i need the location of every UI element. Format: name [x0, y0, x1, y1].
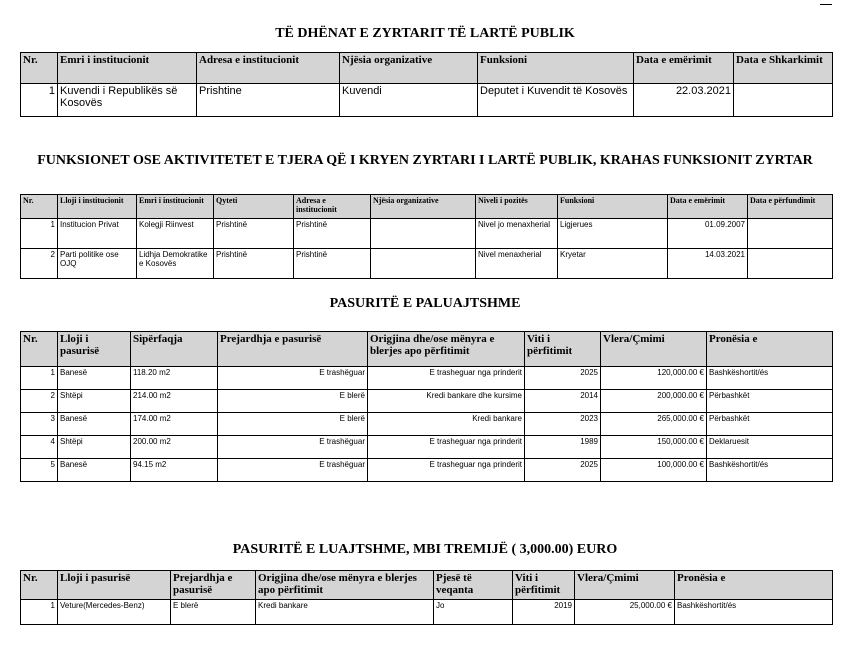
cell-special-parts: Jo [434, 600, 513, 625]
cell-nr: 1 [21, 84, 58, 117]
cell-city: Prishtinë [214, 219, 294, 249]
cell-origin: Kredi bankare dhe kursime [368, 390, 525, 413]
cell-appointment-date: 14.03.2021 [668, 249, 748, 279]
cell-institution-type: Parti politike ose OJQ [58, 249, 137, 279]
header-cell: Niveli i pozitës [476, 195, 558, 219]
cell-provenance: E blerë [218, 390, 368, 413]
cell-function: Deputet i Kuvendit të Kosovës [478, 84, 634, 117]
cell-asset-type: Banesë [58, 367, 131, 390]
table-row [21, 84, 833, 117]
cell-institution-type: Institucion Privat [58, 219, 137, 249]
cell-position-level: Nivel menaxherial [476, 249, 558, 279]
cell-provenance: E trashëguar [218, 459, 368, 482]
cell-value: 25,000.00 € [575, 600, 675, 625]
table-row [21, 249, 833, 279]
cell-asset-type: Shtëpi [58, 436, 131, 459]
cell-city: Prishtinë [214, 249, 294, 279]
table-header-row [21, 195, 833, 219]
cell-ownership: Deklaruesit [707, 436, 833, 459]
cell-area: 94.15 m2 [131, 459, 218, 482]
cell-origin: E trasheguar nga prinderit [368, 436, 525, 459]
header-cell: Pronësia e [707, 332, 833, 367]
cell-asset-type: Veture(Mercedes-Benz) [58, 600, 171, 625]
cell-institution-name: Kuvendi i Republikës së Kosovës [58, 84, 197, 117]
cell-asset-type: Banesë [58, 459, 131, 482]
cell-end-date [748, 249, 833, 279]
cell-value: 150,000.00 € [601, 436, 707, 459]
cell-nr: 5 [21, 459, 58, 482]
cell-year: 2014 [525, 390, 601, 413]
table-row [21, 413, 833, 436]
header-cell: Qyteti [214, 195, 294, 219]
section-title-immovable-assets: PASURITË E PALUAJTSHME [329, 296, 521, 311]
movable-assets-table [20, 570, 833, 625]
cell-area: 200.00 m2 [131, 436, 218, 459]
cell-provenance: E blerë [218, 413, 368, 436]
header-cell: Nr. [21, 332, 58, 367]
decorative-line [820, 4, 832, 5]
header-cell: Data e Shkarkimit [734, 53, 833, 84]
cell-nr: 4 [21, 436, 58, 459]
header-cell: Data e përfundimit [748, 195, 833, 219]
header-cell: Adresa e institucionit [294, 195, 371, 219]
cell-dismissal-date [734, 84, 833, 117]
table-header-row [21, 53, 833, 84]
header-cell: Nr. [21, 195, 58, 219]
cell-address: Prishtinë [294, 219, 371, 249]
cell-value: 265,000.00 € [601, 413, 707, 436]
cell-area: 174.00 m2 [131, 413, 218, 436]
cell-function: Ligjerues [558, 219, 668, 249]
cell-address: Prishtine [197, 84, 340, 117]
table-row [21, 219, 833, 249]
table-header-row [21, 571, 833, 600]
header-cell: Data e emërimit [668, 195, 748, 219]
cell-ownership: Bashkëshortit/és [707, 459, 833, 482]
table-row [21, 390, 833, 413]
section-title-official-data: TË DHËNAT E ZYRTARIT TË LARTË PUBLIK [275, 26, 575, 41]
other-functions-table [20, 194, 833, 279]
section-title-other-functions: FUNKSIONET OSE AKTIVITETET E TJERA QË I KRYEN ZYRTARI I LARTË PUBLIK, KRAHAS FUNKSIONIT ZYRTAR [37, 153, 813, 168]
cell-function: Kryetar [558, 249, 668, 279]
cell-value: 100,000.00 € [601, 459, 707, 482]
cell-value: 120,000.00 € [601, 367, 707, 390]
table-row [21, 459, 833, 482]
cell-nr: 1 [21, 600, 58, 625]
cell-area: 214.00 m2 [131, 390, 218, 413]
header-cell: Emri i institucionit [137, 195, 214, 219]
cell-ownership: Përbashkët [707, 413, 833, 436]
header-cell: Viti i përfitimit [513, 571, 575, 600]
header-cell: Emri i institucionit [58, 53, 197, 84]
header-cell: Funksioni [478, 53, 634, 84]
cell-year: 1989 [525, 436, 601, 459]
cell-provenance: E trashëguar [218, 436, 368, 459]
header-cell: Sipërfaqja [131, 332, 218, 367]
cell-unit [371, 219, 476, 249]
cell-nr: 1 [21, 367, 58, 390]
cell-asset-type: Shtëpi [58, 390, 131, 413]
cell-position-level: Nivel jo menaxherial [476, 219, 558, 249]
cell-appointment-date: 22.03.2021 [634, 84, 734, 117]
header-cell: Vlera/Çmimi [575, 571, 675, 600]
cell-nr: 2 [21, 249, 58, 279]
cell-appointment-date: 01.09.2007 [668, 219, 748, 249]
header-cell: Prejardhja e pasurisë [218, 332, 368, 367]
table-row [21, 367, 833, 390]
cell-provenance: E blerë [171, 600, 256, 625]
cell-year: 2025 [525, 459, 601, 482]
header-cell: Viti i përfitimit [525, 332, 601, 367]
cell-asset-type: Banesë [58, 413, 131, 436]
cell-nr: 1 [21, 219, 58, 249]
cell-value: 200,000.00 € [601, 390, 707, 413]
header-cell: Prejardhja e pasurisë [171, 571, 256, 600]
cell-unit [371, 249, 476, 279]
header-cell: Njësia organizative [371, 195, 476, 219]
cell-ownership: Përbashkët [707, 390, 833, 413]
cell-end-date [748, 219, 833, 249]
header-cell: Nr. [21, 53, 58, 84]
official-data-table [20, 52, 833, 117]
cell-unit: Kuvendi [340, 84, 478, 117]
cell-year: 2019 [513, 600, 575, 625]
section-title-movable-assets: PASURITË E LUAJTSHME, MBI TREMIJË ( 3,000.00) EURO [232, 542, 618, 557]
header-cell: Funksioni [558, 195, 668, 219]
cell-institution-name: Kolegji Riinvest [137, 219, 214, 249]
cell-origin: E trasheguar nga prinderit [368, 367, 525, 390]
cell-year: 2025 [525, 367, 601, 390]
table-header-row [21, 332, 833, 367]
header-cell: Nr. [21, 571, 58, 600]
cell-ownership: Bashkëshortit/és [675, 600, 833, 625]
header-cell: Pronësia e [675, 571, 833, 600]
header-cell: Pjesë të veqanta [434, 571, 513, 600]
cell-origin: Kredi bankare [368, 413, 525, 436]
cell-area: 118.20 m2 [131, 367, 218, 390]
header-cell: Lloji i pasurisë [58, 332, 131, 367]
cell-origin: Kredi bankare [256, 600, 434, 625]
cell-provenance: E trashëguar [218, 367, 368, 390]
immovable-assets-table [20, 331, 833, 482]
cell-institution-name: Lidhja Demokratike e Kosovës [137, 249, 214, 279]
cell-nr: 3 [21, 413, 58, 436]
header-cell: Njësia organizative [340, 53, 478, 84]
header-cell: Vlera/Çmimi [601, 332, 707, 367]
header-cell: Origjina dhe/ose mënyra e blerjes apo përfitimit [368, 332, 525, 367]
cell-address: Prishtinë [294, 249, 371, 279]
table-row [21, 600, 833, 625]
header-cell: Adresa e institucionit [197, 53, 340, 84]
cell-nr: 2 [21, 390, 58, 413]
header-cell: Data e emërimit [634, 53, 734, 84]
table-row [21, 436, 833, 459]
cell-ownership: Bashkëshortit/és [707, 367, 833, 390]
header-cell: Lloji i pasurisë [58, 571, 171, 600]
header-cell: Origjina dhe/ose mënyra e blerjes apo përfitimit [256, 571, 434, 600]
header-cell: Lloji i institucionit [58, 195, 137, 219]
cell-year: 2023 [525, 413, 601, 436]
cell-origin: E trasheguar nga prinderit [368, 459, 525, 482]
